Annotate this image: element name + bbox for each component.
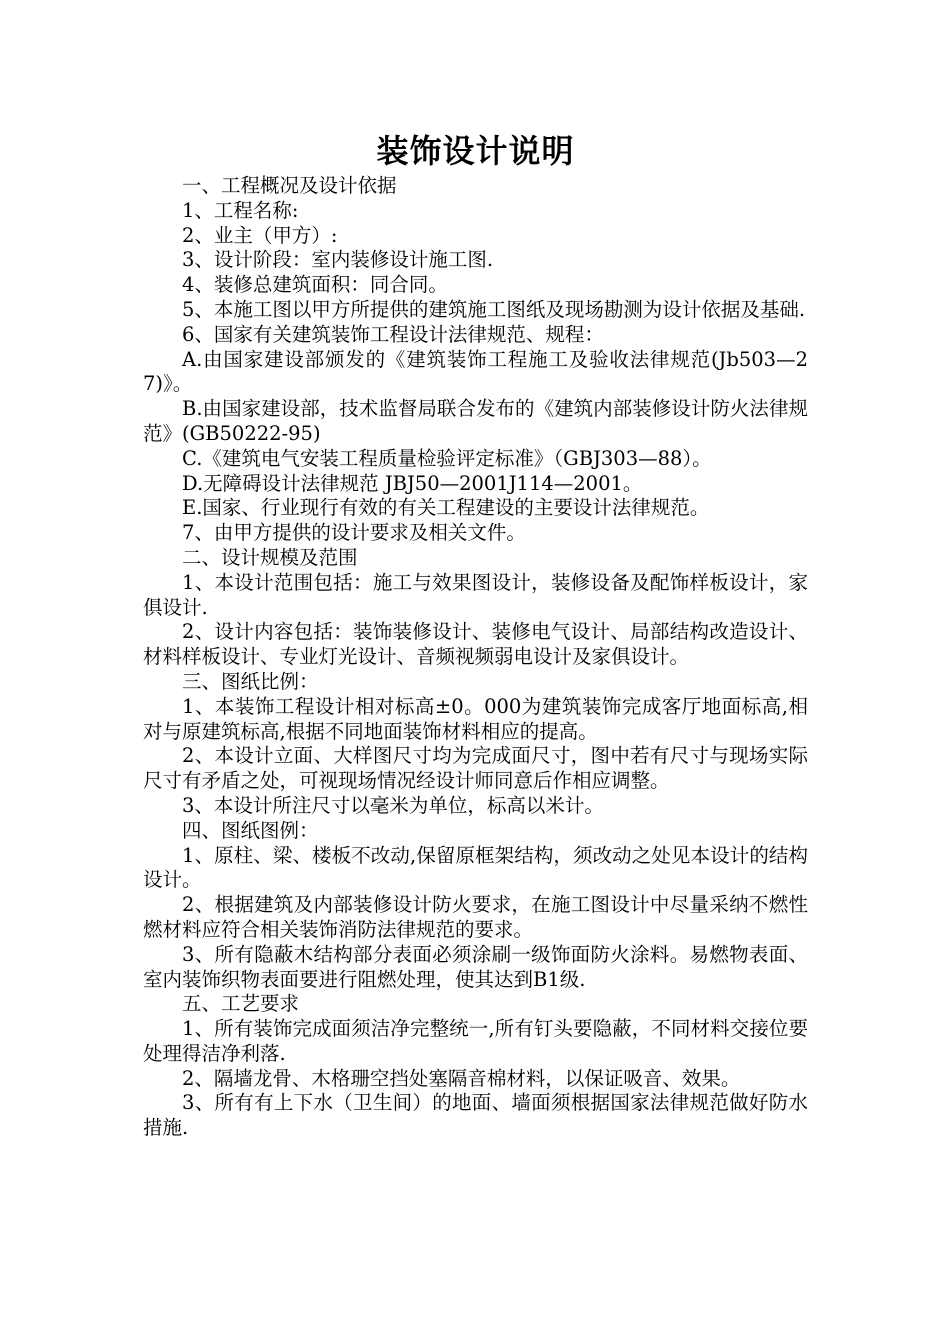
paragraph: 1、工程名称:: [182, 198, 299, 222]
paragraph: 2、本设计立面、大样图尺寸均为完成面尺寸，图中若有尺寸与现场实际尺寸有矛盾之处，可视现场情况经设计师同意后作相应调整。: [143, 744, 808, 793]
paragraph: D.无障碍设计法律规范 JBJ50—2001J114—2001。: [182, 471, 643, 495]
paragraph: 2、设计内容包括：装饰装修设计、装修电气设计、局部结构改造设计、材料样板设计、专业灯光设计、音频视频弱电设计及家俱设计。: [143, 620, 808, 669]
section-heading-2: 二、设计规模及范围: [182, 545, 358, 569]
paragraph: 6、国家有关建筑装饰工程设计法律规范、规程：: [182, 322, 604, 346]
paragraph: 1、所有装饰完成面须洁净完整统一,所有钉头要隐蔽，不同材料交接位要处理得洁净利落.: [143, 1017, 808, 1065]
paragraph: 3、本设计所注尺寸以毫米为单位，标高以米计。: [182, 793, 604, 817]
paragraph: 7、由甲方提供的设计要求及相关文件。: [182, 521, 526, 545]
paragraph: 3、所有隐蔽木结构部分表面必须涂刷一级饰面防火涂料。易燃物表面、室内装饰织物表面要进行阻燃处理，使其达到B1级.: [143, 942, 808, 991]
section-heading-3: 三、图纸比例：: [182, 669, 319, 693]
paragraph: B.由国家建设部，技术监督局联合发布的《建筑内部装修设计防火法律规范》(GB50222-95): [143, 397, 808, 445]
section-heading-4: 四、图纸图例：: [182, 818, 319, 842]
paragraph: 2、业主（甲方）:: [182, 223, 338, 247]
document-title: 装饰设计说明: [376, 132, 575, 170]
paragraph: C.《建筑电气安装工程质量检验评定标准》（GBJ303—88）。: [182, 446, 712, 470]
paragraph: 5、本施工图以甲方所提供的建筑施工图纸及现场勘测为设计依据及基础.: [182, 297, 806, 321]
paragraph: 2、根据建筑及内部装修设计防火要求，在施工图设计中尽量采纳不燃性燃材料应符合相关装饰消防法律规范的要求。: [143, 893, 808, 941]
paragraph: 1、本装饰工程设计相对标高±0。000为建筑装饰完成客厅地面标高,相对与原建筑标高,根据不同地面装饰材料相应的提高。: [143, 694, 808, 743]
paragraph: E.国家、行业现行有效的有关工程建设的主要设计法律规范。: [182, 496, 710, 520]
document-body: [143, 174, 808, 1141]
paragraph: 3、所有有上下水（卫生间）的地面、墙面须根据国家法律规范做好防水措施.: [143, 1091, 808, 1140]
document-page: [143, 128, 808, 1141]
paragraph: 3、设计阶段：室内装修设计施工图.: [182, 248, 494, 272]
section-heading-1: 一、工程概况及设计依据: [182, 174, 397, 197]
paragraph: 1、本设计范围包括：施工与效果图设计，装修设备及配饰样板设计，家俱设计.: [143, 570, 808, 619]
section-heading-5: 五、工艺要求: [182, 992, 300, 1016]
paragraph: A.由国家建设部颁发的《建筑装饰工程施工及验收法律规范(Jb503—27)》。: [143, 347, 808, 396]
paragraph: 2、隔墙龙骨、木格珊空挡处塞隔音棉材料，以保证吸音、效果。: [182, 1066, 741, 1090]
paragraph: 4、装修总建筑面积：同合同。: [182, 273, 448, 297]
paragraph: 1、原柱、梁、楼板不改动,保留原框架结构，须改动之处见本设计的结构设计。: [143, 843, 808, 892]
